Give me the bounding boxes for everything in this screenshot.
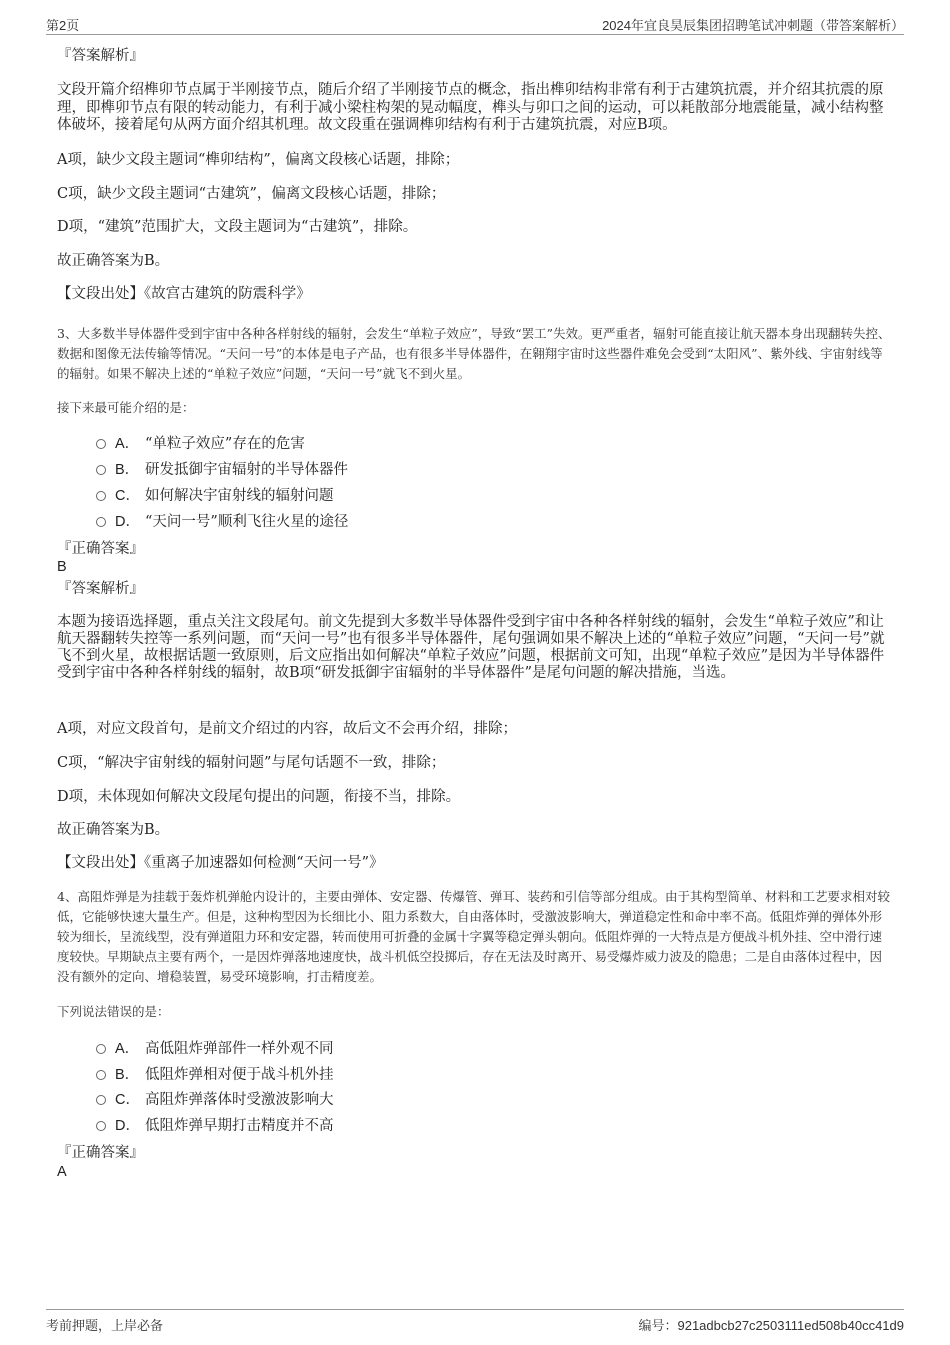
radio-icon[interactable] [96,1121,106,1131]
q4-option-c[interactable]: C． 高阻炸弹落体时受激波影响大 [96,1091,334,1109]
q2-source: 【文段出处】《故宫古建筑的防震科学》 [57,286,311,302]
q3-correct-answer: B [57,559,67,575]
q2-analysis-text: 文段开篇介绍榫卯节点属于半刚接节点，随后介绍了半刚接节点的概念，指出榫卯结构非常有利于古建筑抗震，并介绍其抗震的原理，即榫卯节点有限的转动能力，有利于减小梁柱构架的晃动幅度，榫头与卯口之间的运动，可以耗散部分地震能量，减小结构整体破坏，接着尾句从两方面介绍其机理。故文段重在强调榫卯结构有利于古建筑抗震，对应B项。 [57,82,884,133]
q3-option-b[interactable]: B． 研发抵御宇宙辐射的半导体器件 [96,461,348,479]
q3-analysis-a: A项，对应文段首句，是前文介绍过的内容，故后文不会再介绍，排除； [57,721,517,737]
q4-option-b[interactable]: B． 低阻炸弹相对便于战斗机外挂 [96,1066,334,1084]
radio-icon[interactable] [96,1095,106,1105]
q3-option-d[interactable]: D． “天问一号”顺利飞往火星的途径 [96,513,348,531]
q3-stem: 3、大多数半导体器件受到宇宙中各种各样射线的辐射，会发生“单粒子效应”，导致“罢工”失效。更严重者，辐射可能直接让航天器本身出现翻转失控、数据和图像无法传输等情况。“天问一号”的本体是电子产品，也有很多半导体器件，在翱翔宇宙时这些器件难免会受到“太阳风”、紫外线、宇宙射线等的辐射。如果不解决上述的“单粒子效应”问题，“天问一号”就飞不到火星。 [57,326,891,381]
q4-option-d[interactable]: D． 低阻炸弹早期打击精度并不高 [96,1117,334,1135]
document-title: 2024年宜良昊辰集团招聘笔试冲刺题（带答案解析） [602,18,904,33]
q3-analysis-label: 『答案解析』 [57,581,144,597]
q4-correct-label: 『正确答案』 [57,1145,144,1161]
q3-option-c[interactable]: C． 如何解决宇宙射线的辐射问题 [96,487,334,505]
q3-option-a[interactable]: A． “单粒子效应”存在的危害 [96,435,305,453]
q3-conclusion: 故正确答案为B。 [57,822,170,838]
q2-analysis-label: 『答案解析』 [57,48,144,64]
page-footer [46,1309,904,1334]
q4-stem: 4、高阻炸弹是为挂载于轰炸机弹舱内设计的，主要由弹体、安定器、传爆管、弹耳、装药和引信等部分组成。由于其构型简单、材料和工艺要求相对较低，它能够快速大量生产。但是，这种构型因为长细比小、阻力系数大，自由落体时，受激波影响大，弹道稳定性和命中率不高。低阻炸弹的弹体外形较为细长，呈流线型，没有弹道阻力环和安定器，转而使用可折叠的金属十字翼等稳定弹头朝向。低阻炸弹的一大特点是方便战斗机外挂、空中滑行速度较快。早期缺点主要有两个，一是因炸弹落地速度快，战斗机低空投掷后，存在无法及时离开、易受爆炸威力波及的隐患；二是自由落体过程中，因没有额外的定向、增稳装置，易受环境影响，打击精度差。 [57,889,890,984]
q3-source: 【文段出处】《重离子加速器如何检测“天问一号”》 [57,855,384,871]
q2-analysis-d: D项，“建筑”范围扩大，文段主题词为“古建筑”，排除。 [57,219,418,235]
q3-analysis-c: C项，“解决宇宙射线的辐射问题”与尾句话题不一致，排除； [57,755,446,771]
page-header [46,14,904,35]
q4-question: 下列说法错误的是： [57,1004,170,1019]
q2-conclusion: 故正确答案为B。 [57,253,170,269]
page-number: 第2页 [46,18,80,33]
radio-icon[interactable] [96,439,106,449]
q2-analysis-a: A项，缺少文段主题词“榫卯结构”，偏离文段核心话题，排除； [57,152,460,168]
radio-icon[interactable] [96,491,106,501]
q2-analysis-c: C项，缺少文段主题词“古建筑”，偏离文段核心话题，排除； [57,186,446,202]
radio-icon[interactable] [96,517,106,527]
radio-icon[interactable] [96,465,106,475]
q3-analysis-text: 本题为接语选择题，重点关注文段尾句。前文先提到大多数半导体器件受到宇宙中各种各样射线的辐射，会发生“单粒子效应”和让航天器翻转失控等一系列问题，而“天问一号”也有很多半导体器件，尾句强调如果不解决上述的“单粒子效应”问题，“天问一号”就飞不到火星，故根据话题一致原则，后文应指出如何解决“单粒子效应”问题，根据前文可知，出现“单粒子效应”是因为半导体器件受到宇宙中各种各样射线的辐射，故B项“研发抵御宇宙辐射的半导体器件”是尾句问题的解决措施，当选。 [57,614,885,681]
document-id: 编号：921adbcb27c2503111ed508b40cc41d9 [638,1318,904,1333]
q3-correct-label: 『正确答案』 [57,541,144,557]
q3-question: 接下来最可能介绍的是： [57,400,195,415]
q3-analysis-d: D项，未体现如何解决文段尾句提出的问题，衔接不当，排除。 [57,789,461,805]
radio-icon[interactable] [96,1070,106,1080]
q4-correct-answer: A [57,1164,67,1180]
q4-option-a[interactable]: A． 高低阻炸弹部件一样外观不同 [96,1040,334,1058]
radio-icon[interactable] [96,1044,106,1054]
footer-slogan: 考前押题，上岸必备 [46,1318,164,1333]
